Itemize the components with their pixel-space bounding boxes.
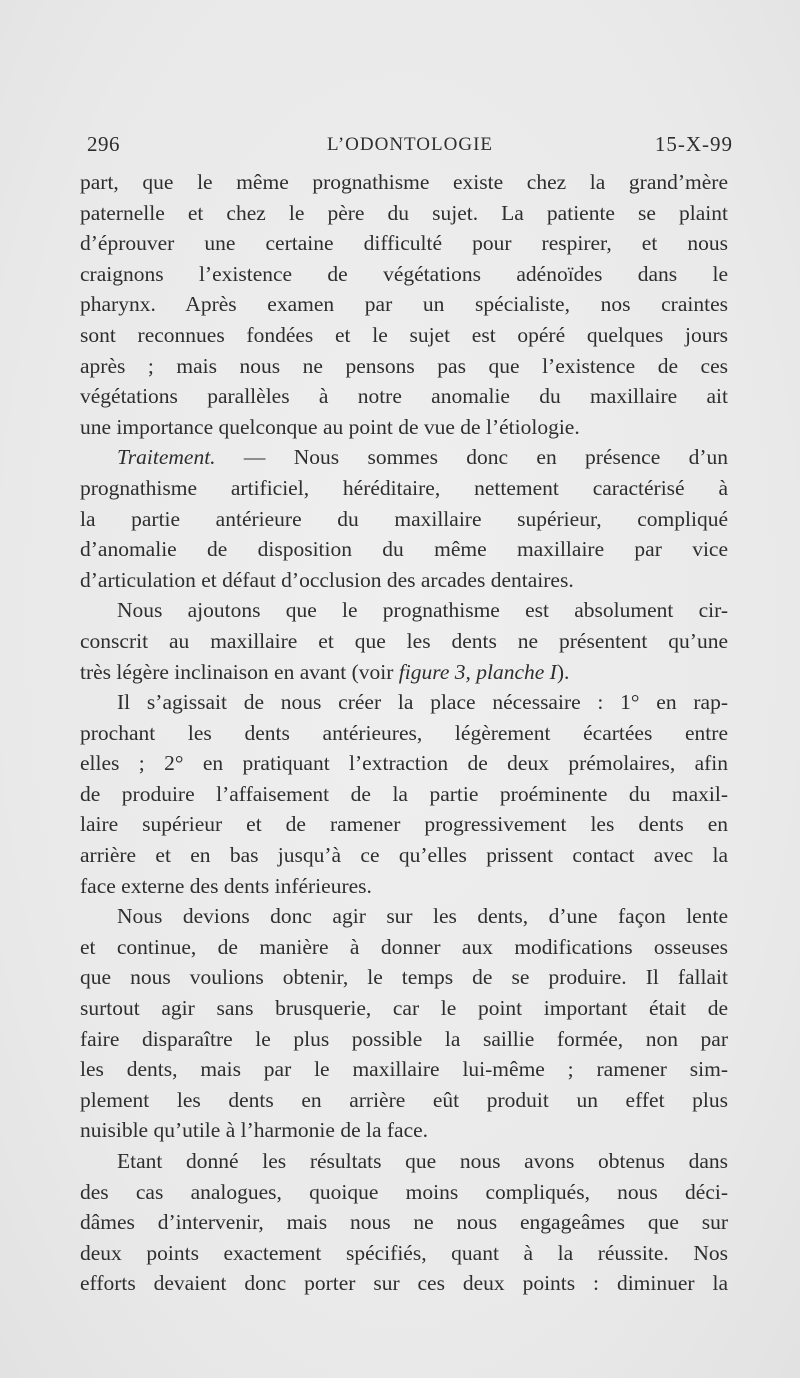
text-fragment: — Nous sommes donc en présence d’un (215, 445, 728, 470)
text-line: face externe des dents inférieures. (80, 873, 372, 898)
paragraph-start-line: Nous devions donc agir sur les dents, d’une façon lente (117, 904, 728, 929)
text-line: surtout agir sans brusquerie, car le point important était de (80, 996, 728, 1021)
text-line: laire supérieur et de ramener progressivement les dents en (80, 812, 728, 837)
text-line: végétations parallèles à notre anomalie du maxillaire ait (80, 384, 728, 409)
text-line: sont reconnues fondées et le sujet est opéré quelques jours (80, 322, 728, 347)
text-line: plement les dents en arrière eût produit un effet plus (80, 1087, 728, 1112)
journal-title: L’ODONTOLOGIE (326, 134, 494, 155)
text-fragment: ). (556, 659, 570, 684)
text-line: de produire l’affaisement de la partie proéminente du maxil- (80, 781, 728, 806)
text-line: une importance quelconque au point de vue de l’étiologie. (80, 414, 580, 439)
text-line: les dents, mais par le maxillaire lui-même ; ramener sim- (80, 1057, 728, 1082)
text-line: d’éprouver une certaine difficulté pour respirer, et nous (80, 231, 728, 256)
running-head (87, 132, 733, 162)
text-line: conscrit au maxillaire et que les dents ne présentent qu’une (80, 628, 728, 653)
text-line: faire disparaître le plus possible la saillie formée, non par (80, 1026, 728, 1051)
text-fragment: très légère inclinaison en avant (voir (80, 659, 399, 684)
page-number: 296 (87, 132, 120, 156)
issue-date: 15-X-99 (654, 132, 733, 156)
text-line: elles ; 2° en pratiquant l’extraction de deux prémolaires, afin (80, 751, 728, 776)
section-heading-italic: Traitement. (117, 445, 216, 470)
text-line: part, que le même prognathisme existe chez la grand’mère (80, 170, 728, 194)
text-line: deux points exactement spécifiés, quant à la réussite. Nos (80, 1240, 728, 1265)
text-line: dâmes d’intervenir, mais nous ne nous engageâmes que sur (80, 1210, 728, 1235)
text-line: craignons l’existence de végétations adénoïdes dans le (80, 261, 728, 286)
figure-reference-italic: figure 3, planche I (398, 659, 557, 684)
text-line: efforts devaient donc porter sur ces deux points : diminuer la (80, 1271, 728, 1296)
paragraph-start-line: Nous ajoutons que le prognathisme est absolument cir- (117, 598, 728, 623)
text-line: paternelle et chez le père du sujet. La patiente se plaint (80, 200, 728, 225)
text-line: et continue, de manière à donner aux modifications osseuses (80, 934, 728, 959)
text-line (80, 657, 728, 688)
text-line: prochant les dents antérieures, légèrement écartées entre (80, 720, 728, 745)
body-text (80, 167, 728, 1299)
paragraph-start-line: Il s’agissait de nous créer la place nécessaire : 1° en rap- (117, 690, 728, 715)
text-line: d’anomalie de disposition du même maxillaire par vice (80, 537, 728, 562)
paragraph-start-line (80, 442, 728, 473)
text-line: que nous voulions obtenir, le temps de se produire. Il fallait (80, 965, 728, 990)
text-line: pharynx. Après examen par un spécialiste, nos craintes (80, 292, 728, 317)
text-line: arrière et en bas jusqu’à ce qu’elles prissent contact avec la (80, 843, 728, 868)
text-line: après ; mais nous ne pensons pas que l’existence de ces (80, 353, 728, 378)
text-line: d’articulation et défaut d’occlusion des arcades dentaires. (80, 567, 574, 592)
text-line: nuisible qu’utile à l’harmonie de la face. (80, 1118, 429, 1143)
text-line: la partie antérieure du maxillaire supérieur, compliqué (80, 506, 728, 531)
text-line: prognathisme artificiel, héréditaire, nettement caractérisé à (80, 475, 728, 500)
paragraph-start-line: Etant donné les résultats que nous avons obtenus dans (117, 1149, 728, 1173)
text-line: des cas analogues, quoique moins compliqués, nous déci- (80, 1179, 728, 1204)
